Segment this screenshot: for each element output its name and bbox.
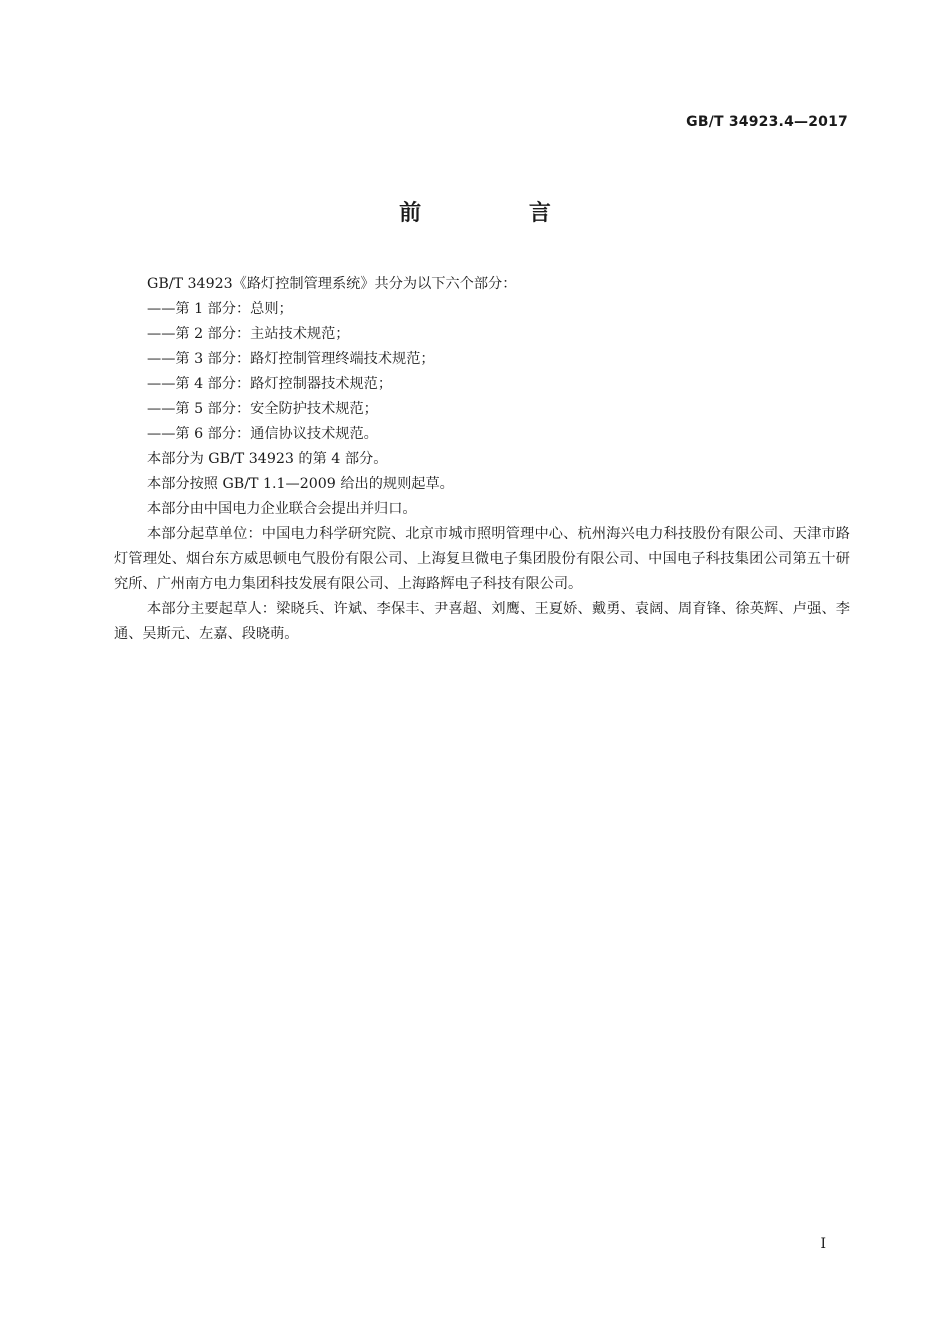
- paragraph-drafting-rules: 本部分按照 GB/T 1.1—2009 给出的规则起草。: [147, 476, 454, 492]
- standard-code: GB/T 34923.4—2017: [686, 114, 848, 130]
- list-item-part-3: ——第 3 部分：路灯控制管理终端技术规范；: [147, 351, 435, 367]
- list-item-part-4: ——第 4 部分：路灯控制器技术规范；: [147, 376, 393, 392]
- page-title: 前 言: [399, 201, 601, 226]
- paragraph-drafters: 本部分主要起草人：梁晓兵、许斌、李保丰、尹喜超、刘鹰、王夏娇、戴勇、袁阔、周育锋、徐英辉、卢强、李通、吴斯元、左嘉、段晓萌。: [114, 601, 850, 642]
- list-item-part-5: ——第 5 部分：安全防护技术规范；: [147, 401, 378, 417]
- list-item-part-1: ——第 1 部分：总则；: [147, 301, 293, 317]
- paragraph-this-part: 本部分为 GB/T 34923 的第 4 部分。: [147, 451, 388, 467]
- list-item-part-2: ——第 2 部分：主站技术规范；: [147, 326, 350, 342]
- paragraph-drafting-units: 本部分起草单位：中国电力科学研究院、北京市城市照明管理中心、杭州海兴电力科技股份有限公司、天津市路灯管理处、烟台东方威思顿电气股份有限公司、上海复旦微电子集团股份有限公司、中国电子科技集团公司第五十研究所、广州南方电力集团科技发展有限公司、上海路辉电子科技有限公司。: [114, 526, 850, 592]
- list-item-part-6: ——第 6 部分：通信协议技术规范。: [147, 426, 378, 442]
- foreword-body: [114, 272, 850, 647]
- paragraph-proposed-by: 本部分由中国电力企业联合会提出并归口。: [147, 501, 417, 517]
- page-number: I: [820, 1236, 826, 1252]
- paragraph-intro: GB/T 34923《路灯控制管理系统》共分为以下六个部分：: [147, 276, 517, 292]
